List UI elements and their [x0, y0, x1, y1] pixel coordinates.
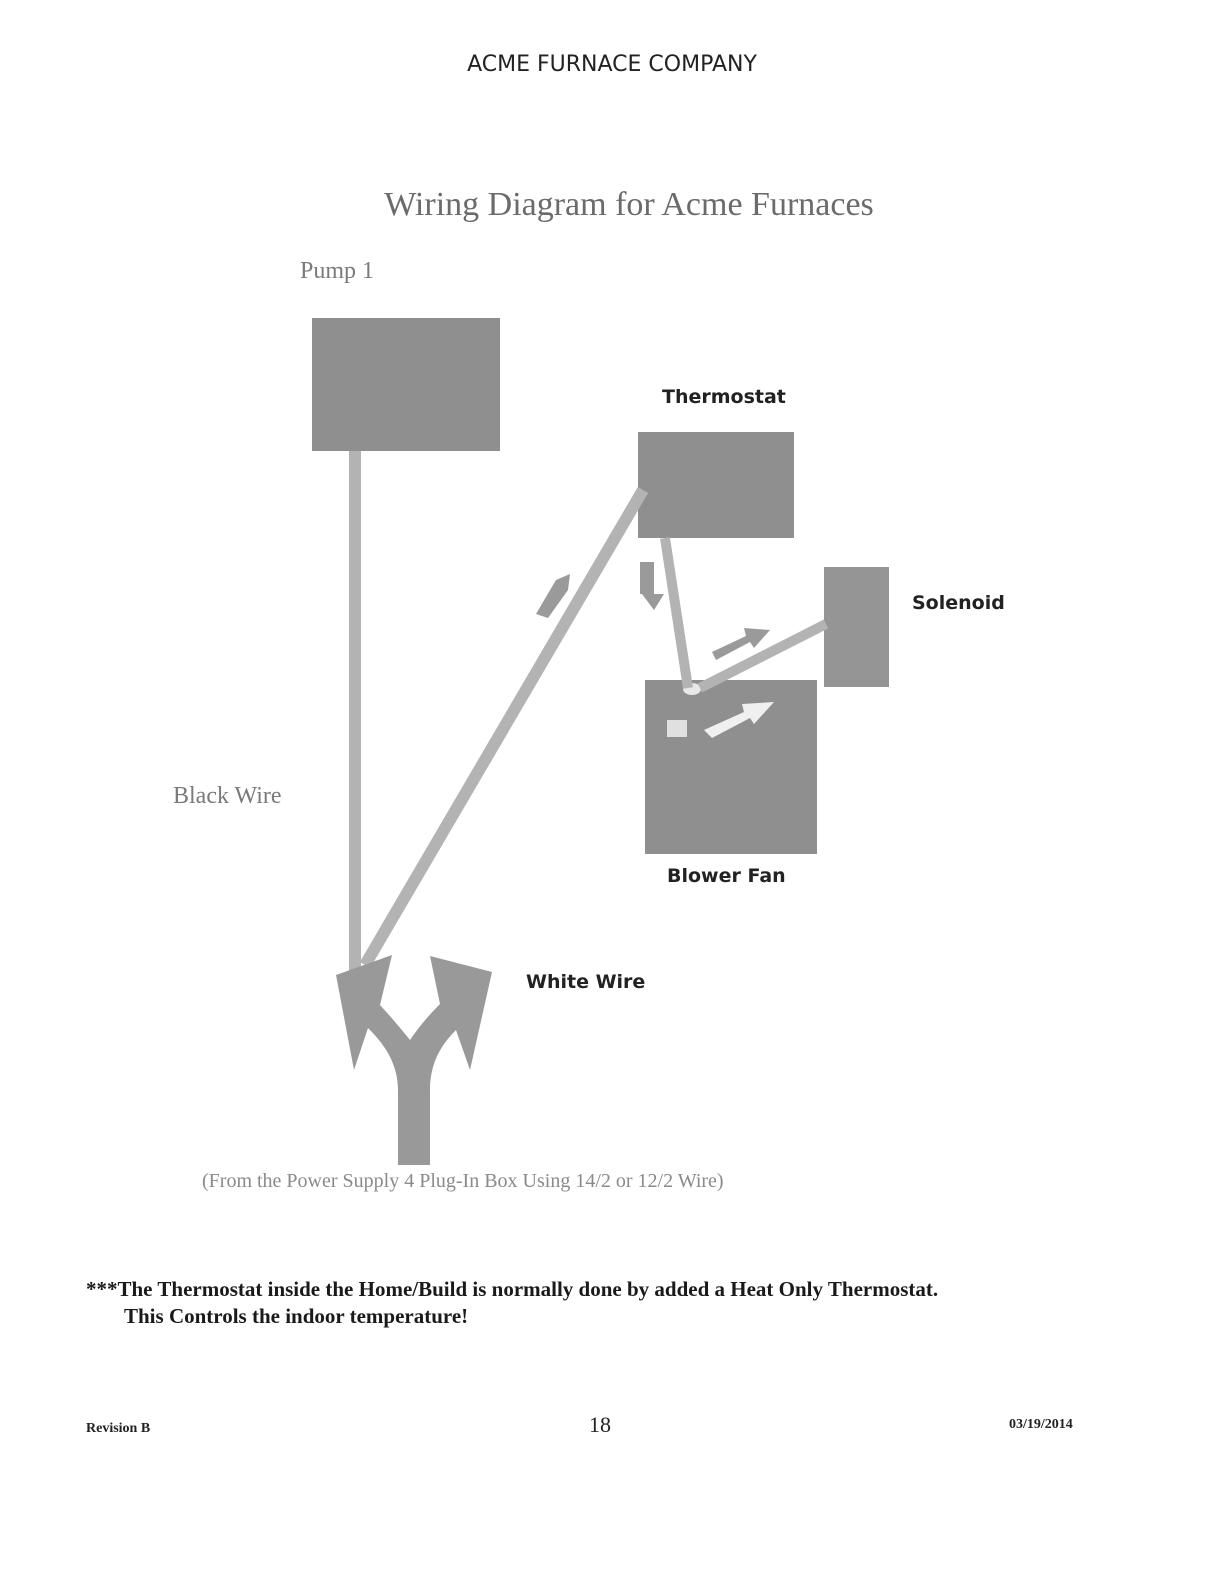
diagram-caption: (From the Power Supply 4 Plug-In Box Using 14/2 or 12/2 Wire): [202, 1170, 724, 1192]
diagram-title: Wiring Diagram for Acme Furnaces: [384, 186, 874, 223]
thermostat-box: [638, 432, 794, 538]
thermostat-note: [86, 1276, 1146, 1330]
white-wire: [365, 490, 643, 965]
company-header: ACME FURNACE COMPANY: [467, 52, 757, 77]
blower-fan-box: [645, 680, 817, 854]
white-wire-label: White Wire: [526, 971, 646, 993]
footer-page-number: 18: [589, 1412, 611, 1437]
blower-fan-terminal: [667, 720, 687, 737]
blower-fan-label: Blower Fan: [667, 865, 786, 887]
power-supply-split: [336, 955, 492, 1165]
footer-date: 03/19/2014: [1009, 1417, 1073, 1432]
black-wire-label: Black Wire: [173, 783, 282, 809]
arrow-down-thermostat: [640, 562, 664, 610]
pump-box: [312, 318, 500, 451]
note-line-1: ***The Thermostat inside the Home/Build is normally done by added a Heat Only Thermostat.: [86, 1277, 939, 1301]
pump-label: Pump 1: [300, 258, 375, 284]
arrow-up-white-wire: [536, 574, 570, 618]
solenoid-box: [824, 567, 889, 687]
footer-revision: Revision B: [86, 1421, 151, 1436]
solenoid-label: Solenoid: [912, 592, 1005, 614]
thermostat-to-blower-wire: [665, 538, 688, 688]
thermostat-label: Thermostat: [662, 386, 786, 408]
note-line-2: This Controls the indoor temperature!: [124, 1304, 469, 1328]
